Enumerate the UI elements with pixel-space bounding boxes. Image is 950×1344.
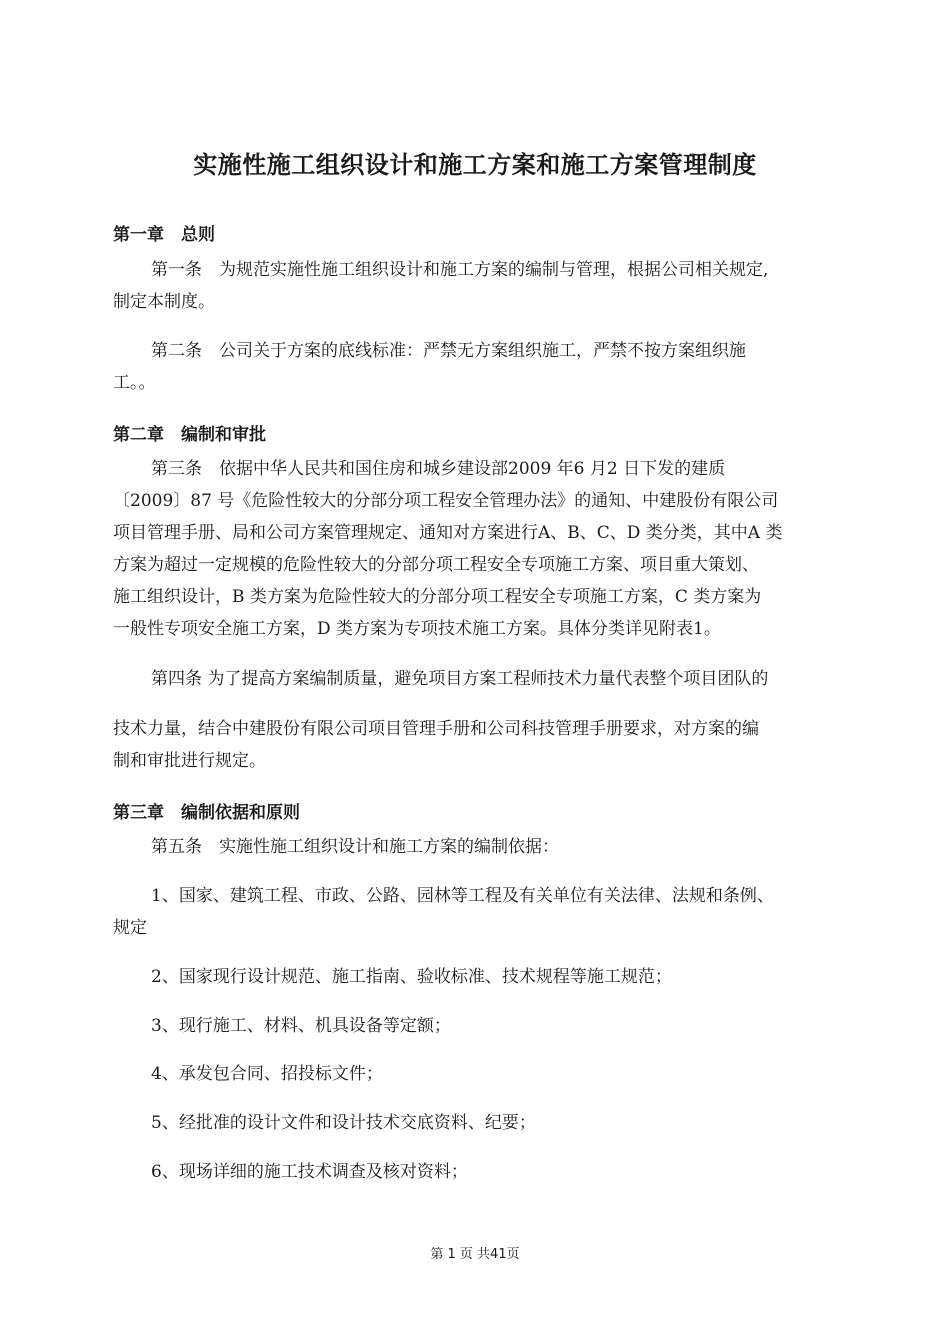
article-line: 施工组织设计，B 类方案为危险性较大的分部分项工程安全专项施工方案，C 类方案为 [113,587,762,607]
list-item: 3、现行施工、材料、机具设备等定额； [151,1016,451,1036]
article-line: 制定本制度。 [113,292,215,312]
chapter-heading: 第一章 总则 [113,225,215,245]
article-line: 第一条 为规范实施性施工组织设计和施工方案的编制与管理，根据公司相关规定, [151,260,769,280]
article-line: 第二条 公司关于方案的底线标准：严禁无方案组织施工，严禁不按方案组织施 [151,341,746,361]
article-line: 工。。 [113,373,156,393]
article-line: 项目管理手册、局和公司方案管理规定、通知对方案进行A、B、C、D 类分类，其中A 类 [113,523,783,543]
list-item: 4、承发包合同、招投标文件； [151,1064,383,1084]
page-footer: 第 1 页 共41页 [430,1247,520,1262]
chapter-heading: 第二章 编制和审批 [113,425,266,445]
document-title: 实施性施工组织设计和施工方案和施工方案管理制度 [193,151,757,179]
list-item: 5、经批准的设计文件和设计技术交底资料、纪要； [151,1113,536,1133]
article-line: 第四条 为了提高方案编制质量，避免项目方案工程师技术力量代表整个项目团队的 [151,669,769,689]
article-line: 技术力量，结合中建股份有限公司项目管理手册和公司科技管理手册要求，对方案的编 [113,719,759,739]
chapter-heading: 第三章 编制依据和原则 [113,803,300,823]
article-line: 一般性专项安全施工方案，D 类方案为专项技术施工方案。具体分类详见附表1。 [113,619,721,639]
list-item: 2、国家现行设计规范、施工指南、验收标准、技术规程等施工规范； [151,967,672,987]
article-line: 〔2009〕87 号《危险性较大的分部分项工程安全管理办法》的通知、中建股份有限公司 [113,491,779,511]
article-line: 第三条 依据中华人民共和国住房和城乡建设部2009 年6 月2 日下发的建质 [151,459,726,479]
article-line: 制和审批进行规定。 [113,751,266,771]
list-item-continuation: 规定 [113,918,147,938]
article-line: 第五条 实施性施工组织设计和施工方案的编制依据： [151,837,559,857]
list-item: 1、国家、建筑工程、市政、公路、园林等工程及有关单位有关法律、法规和条例、 [151,886,774,906]
article-line: 方案为超过一定规模的危险性较大的分部分项工程安全专项施工方案、项目重大策划、 [113,555,759,575]
list-item: 6、现场详细的施工技术调查及核对资料； [151,1162,468,1182]
